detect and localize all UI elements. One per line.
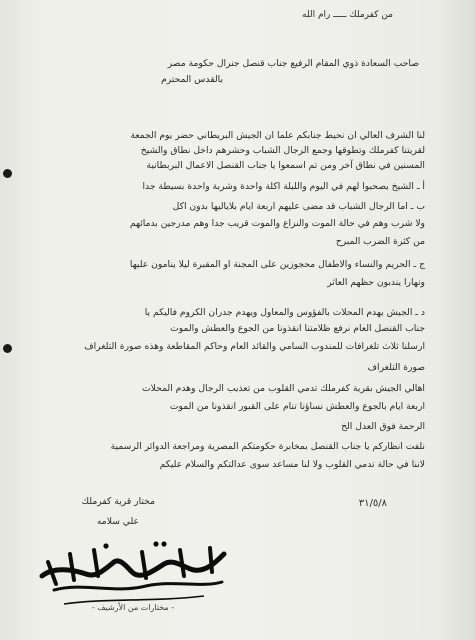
from-line: من كفرملك ـــــ رام الله xyxy=(302,10,393,20)
body-line-11: جناب القنصل العام نرفع ظلامتنا انقذونا من الجوع والعطش والموت xyxy=(170,323,425,334)
body-line-3: المسنين في نطاق آخر ومن تم اسمعوا يا جناب القنصل الاعمال البربطانية xyxy=(146,160,425,171)
signature-title: مختار قرية كفرملك xyxy=(81,496,155,507)
section-heading-telegram: صورة التلغراف xyxy=(367,362,425,373)
body-line-6: ولا شرب وهم في حالة الموت والنزاع والموت قريب جدا وهم مدرجين بدمائهم xyxy=(129,218,425,229)
body-line-14: اربعة ايام بالجوع والعطش نساؤنا تنام على القبور انقذونا من الموت xyxy=(169,401,425,412)
body-line-7: من كثرة الضرب المبرح xyxy=(335,236,425,247)
body-line-9: ونهارا يندبون حظهم العاثر xyxy=(327,277,425,288)
body-line-4: أ ـ الشيخ يصحبوا لهم في اليوم والليلة اكلة واحدة وشربة واحدة بسيطة جدا xyxy=(142,181,425,192)
body-line-1: لنا الشرف العالي ان نحيط جنابكم علما ان الجيش البريطاني حضر يوم الجمعة xyxy=(130,130,425,141)
body-line-5: ب ـ اما الرجال الشباب قد مضى عليهم اربعة ايام بلاياليها بدون اكل xyxy=(172,201,425,212)
punch-hole-top xyxy=(3,169,12,178)
addressee-line-2: بالقدس المحترم xyxy=(161,74,223,85)
body-line-10: د ـ الجيش يهدم المحلات بالفؤوس والمعاول ويهدم جدران الكروم فاليكم يا xyxy=(144,307,425,318)
body-line-16: نلفت انظاركم يا جناب القنصل بمخابرة حكومتكم المصرية ومراجعة الدوائر الرسمية xyxy=(110,441,425,452)
signature-name: علي سلامه xyxy=(96,516,139,527)
body-line-15: الرحمة فوق العدل الخ xyxy=(341,421,425,432)
addressee-line-1: صاحب السعادة ذوي المقام الرفيع جناب قنصل جنرال حكومة مصر xyxy=(167,58,419,69)
body-line-17: لاننا في حالة تدمي القلوب ولا لنا مساعد سوى عدالتكم والسلام عليكم xyxy=(159,459,425,470)
punch-hole-bottom xyxy=(3,344,12,353)
body-line-2: لقريتنا كفرملك وتطوقها وجمع الرجال الشباب وحشرهم داخل نطاق والشيخ xyxy=(140,145,425,156)
letter-date: ٣١/٥/٨ xyxy=(358,498,387,509)
body-line-13: اهالي الجيش بقرية كفرملك تدمي القلوب من تعذيب الرجال وهدم المحلات xyxy=(142,383,425,394)
watermark-subtitle: - مختارات من الأرشيف - xyxy=(91,603,175,612)
body-line-8: ج ـ الحريم والنساء والاطفال محجوزين على المجنة او المقبرة ليلا ينامون عليها xyxy=(129,259,425,270)
body-line-12: ارسلنا ثلاث تلغرافات للمندوب السامي والقائد العام وحاكم المقاطعة وهذه صورة التلغراف xyxy=(84,341,425,352)
